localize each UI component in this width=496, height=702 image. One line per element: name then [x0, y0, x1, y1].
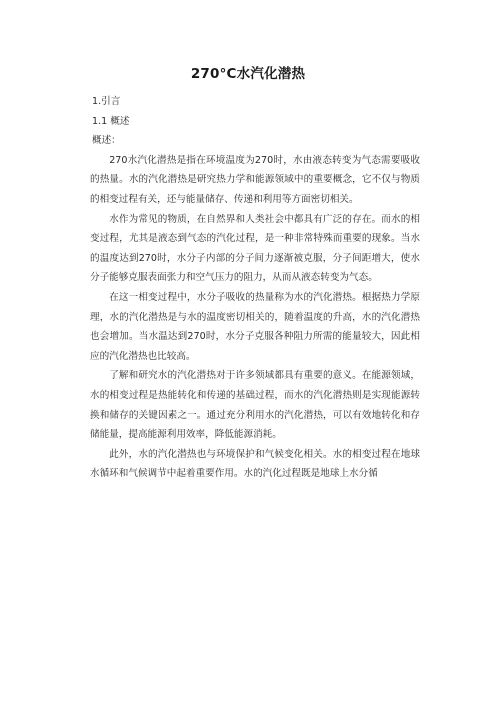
- section-heading-intro: 1.引言: [92, 96, 121, 107]
- paragraph-3: 在这一相变过程中，水分子吸收的热量称为水的汽化潜热。根据热力学原理，水的汽化潜热是与水的温度密切相关的，随着温度的升高，水的汽化潜热也会增加。当水温达到270时，水分子克服各种阻力所需的能量较大，因此相应的汽化潜热也比较高。: [90, 291, 420, 362]
- overview-label: 概述：: [92, 135, 121, 147]
- paragraph-5: 此外，水的汽化潜热也与环境保护和气候变化相关。水的相变过程在地球水循环和气候调节中起着重要作用。水的汽化过程既是地球上水分循: [90, 448, 420, 480]
- subsection-heading-overview: 1.1 概述: [92, 115, 130, 127]
- paragraph-2: 水作为常见的物质，在自然界和人类社会中都具有广泛的存在。而水的相变过程，尤其是液态到气态的汽化过程，是一种非常特殊而重要的现象。当水的温度达到270时，水分子内部的分子间力逐渐被克服，分子间距增大，使水分子能够克服表面张力和空气压力的阻力，从而从液态转变为气态。: [90, 213, 420, 284]
- document-body: [90, 92, 420, 484]
- paragraph-1: 270水汽化潜热是指在环境温度为270时，水由液态转变为气态需要吸收的热量。水的汽化潜热是研究热力学和能源领域中的重要概念，它不仅与物质的相变过程有关，还与能量储存、传递和利用等方面密切相关。: [90, 154, 420, 205]
- document-title: 270°C水汽化潜热: [190, 66, 306, 82]
- paragraph-4: 了解和研究水的汽化潜热对于许多领域都具有重要的意义。在能源领域，水的相变过程是热能转化和传递的基础过程，而水的汽化潜热则是实现能源转换和储存的关键因素之一。通过充分利用水的汽化潜热，可以有效地转化和存储能量，提高能源利用效率，降低能源消耗。: [90, 370, 420, 441]
